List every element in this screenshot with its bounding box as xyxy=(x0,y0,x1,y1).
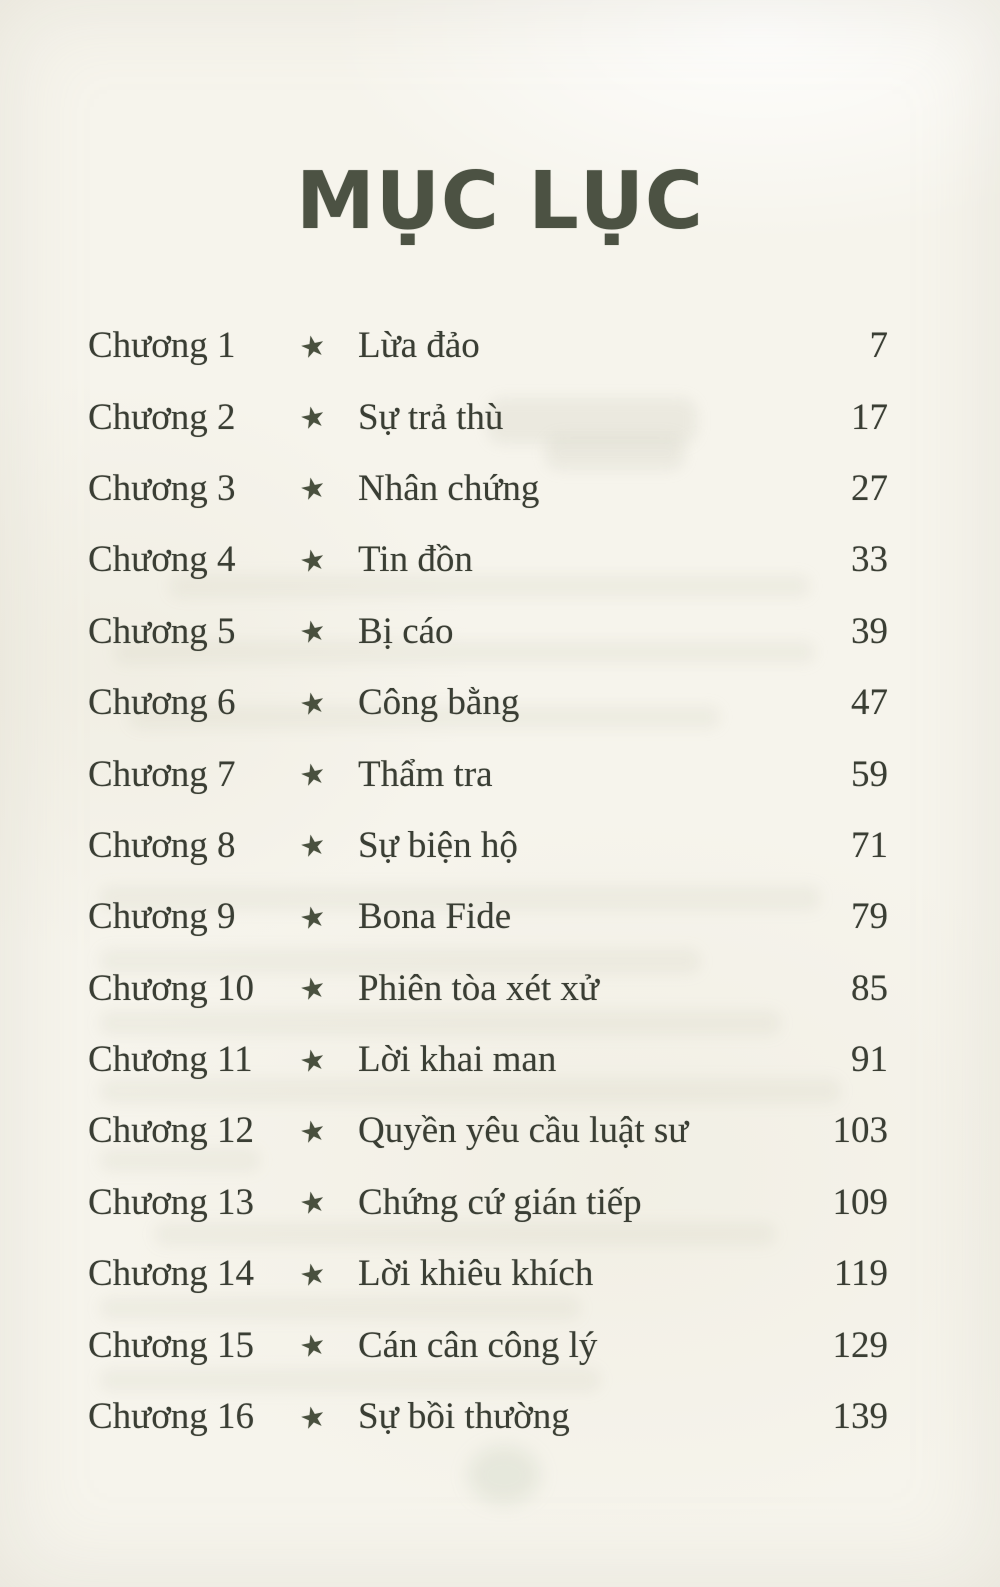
chapter-label: Chương 16 xyxy=(88,1396,255,1438)
chapter-title: Sự biện hộ xyxy=(358,824,518,866)
chapter-title: Chứng cứ gián tiếp xyxy=(358,1181,642,1223)
chapter-title: Lừa đảo xyxy=(358,325,480,367)
chapter-title: Phiên tòa xét xử xyxy=(358,967,599,1009)
chapter-label: Chương 11 xyxy=(88,1039,253,1081)
chapter-title: Lời khai man xyxy=(358,1039,557,1081)
chapter-title: Sự trả thù xyxy=(358,396,504,438)
chapter-label: Chương 6 xyxy=(88,682,236,724)
toc-entry xyxy=(88,1167,888,1238)
toc-entry xyxy=(88,667,888,738)
chapter-title: Sự bồi thường xyxy=(358,1396,570,1438)
toc-entry xyxy=(88,881,888,952)
chapter-label: Chương 15 xyxy=(88,1324,255,1366)
toc-list xyxy=(88,310,888,1452)
toc-entry xyxy=(88,310,888,381)
chapter-label: Chương 1 xyxy=(88,325,236,367)
toc-entry xyxy=(88,738,888,809)
star-icon: ★ xyxy=(296,398,329,437)
chapter-label: Chương 5 xyxy=(88,610,236,652)
toc-entry xyxy=(88,810,888,881)
chapter-title: Cán cân công lý xyxy=(358,1324,598,1366)
chapter-title: Nhân chứng xyxy=(358,467,540,509)
chapter-label: Chương 12 xyxy=(88,1110,255,1152)
star-icon: ★ xyxy=(296,540,329,580)
toc-entry xyxy=(88,1309,888,1380)
chapter-label: Chương 9 xyxy=(88,896,236,938)
chapter-label: Chương 4 xyxy=(88,539,236,581)
page-number: 39 xyxy=(851,610,888,652)
page-number: 109 xyxy=(832,1181,888,1223)
page-number: 59 xyxy=(851,753,888,795)
page-number: 79 xyxy=(851,896,888,938)
toc-entry xyxy=(88,596,888,667)
toc-entry xyxy=(88,1024,888,1095)
toc-entry xyxy=(88,1381,888,1452)
chapter-label: Chương 13 xyxy=(88,1181,255,1223)
star-icon: ★ xyxy=(296,1254,329,1294)
page-number: 33 xyxy=(851,539,888,581)
chapter-title: Bona Fide xyxy=(358,896,512,938)
star-icon: ★ xyxy=(296,1112,329,1151)
star-icon: ★ xyxy=(296,326,329,366)
star-icon: ★ xyxy=(296,969,329,1008)
chapter-title: Lời khiêu khích xyxy=(358,1253,594,1295)
star-icon: ★ xyxy=(296,755,329,794)
page-number: 17 xyxy=(851,396,888,438)
page-number: 91 xyxy=(851,1039,888,1081)
page-number: 7 xyxy=(869,325,888,367)
page-number: 139 xyxy=(832,1396,888,1438)
star-icon: ★ xyxy=(296,683,329,723)
star-icon: ★ xyxy=(296,1183,329,1223)
star-icon: ★ xyxy=(296,469,329,509)
star-icon: ★ xyxy=(296,897,329,937)
page-number: 47 xyxy=(851,682,888,724)
chapter-title: Thẩm tra xyxy=(358,753,493,795)
page-number: 129 xyxy=(832,1324,888,1366)
page-number: 119 xyxy=(833,1253,888,1295)
chapter-label: Chương 2 xyxy=(88,396,236,438)
toc-entry xyxy=(88,524,888,595)
chapter-label: Chương 8 xyxy=(88,824,236,866)
page-title: MỤC LỤC xyxy=(296,155,704,247)
chapter-label: Chương 14 xyxy=(88,1253,255,1295)
star-icon: ★ xyxy=(296,1397,329,1437)
chapter-label: Chương 3 xyxy=(88,467,236,509)
page-number: 103 xyxy=(832,1110,888,1152)
star-icon: ★ xyxy=(296,826,329,866)
toc-entry xyxy=(88,381,888,452)
star-icon: ★ xyxy=(296,1040,329,1080)
chapter-title: Bị cáo xyxy=(358,610,454,652)
toc-entry xyxy=(88,953,888,1024)
star-icon: ★ xyxy=(296,612,329,651)
chapter-title: Tin đồn xyxy=(358,539,473,581)
chapter-label: Chương 10 xyxy=(88,967,255,1009)
chapter-label: Chương 7 xyxy=(88,753,236,795)
page-number: 27 xyxy=(851,467,888,509)
toc-entry xyxy=(88,1095,888,1166)
star-icon: ★ xyxy=(296,1326,329,1365)
chapter-title: Công bằng xyxy=(358,682,520,724)
toc-entry xyxy=(88,453,888,524)
toc-entry xyxy=(88,1238,888,1309)
chapter-title: Quyền yêu cầu luật sư xyxy=(358,1110,689,1152)
page-number: 71 xyxy=(851,824,888,866)
bleedthrough-smudge xyxy=(468,1446,540,1504)
page-number: 85 xyxy=(851,967,888,1009)
